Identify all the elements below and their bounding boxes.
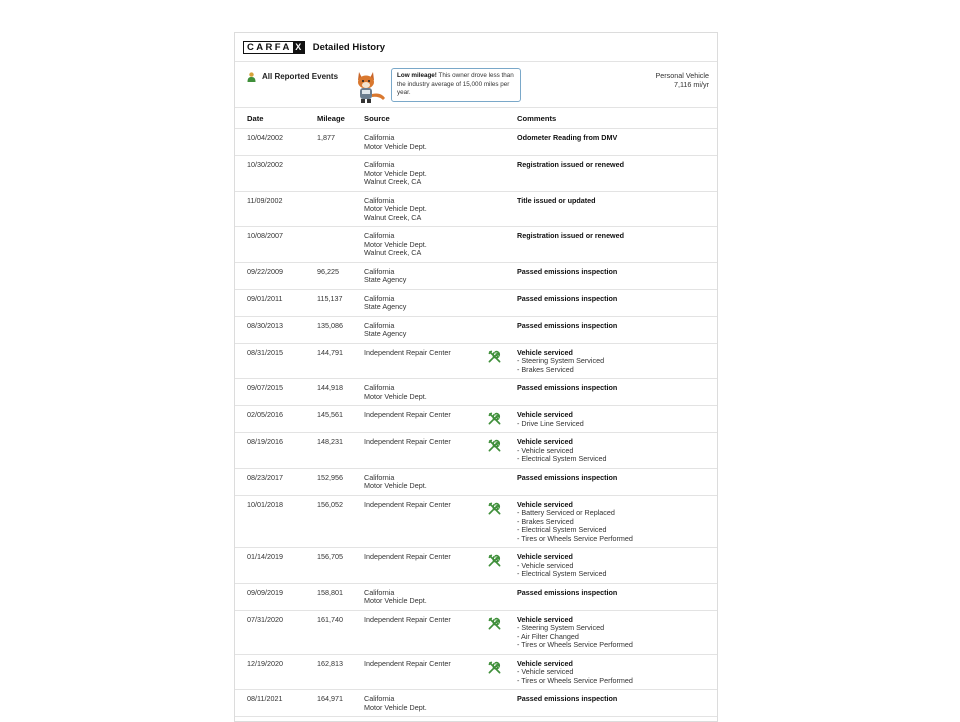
record-mileage: 152,956 — [317, 472, 343, 482]
record-source-line: Walnut Creek, CA — [364, 177, 422, 186]
record-comment-title: Vehicle serviced — [517, 410, 573, 419]
record-source — [364, 134, 427, 151]
record-source — [364, 553, 451, 562]
record-comments — [517, 161, 624, 170]
record-comment-detail: - Steering System Serviced — [517, 623, 605, 632]
record-comments — [517, 616, 633, 650]
table-row — [235, 192, 717, 228]
events-bar — [235, 62, 717, 108]
record-comments — [517, 322, 617, 331]
record-source-line: Independent Repair Center — [364, 499, 451, 509]
record-comment-detail: - Steering System Serviced — [517, 356, 605, 365]
record-comment-title: Title issued or updated — [517, 195, 596, 205]
record-source-line: Independent Repair Center — [364, 347, 451, 357]
table-row — [235, 379, 717, 406]
record-source-line: Motor Vehicle Dept. — [364, 391, 427, 401]
table-row — [235, 433, 717, 469]
column-header-source: Source — [364, 114, 390, 123]
column-header-date: Date — [247, 114, 264, 123]
vehicle-type: Personal Vehicle — [655, 71, 709, 80]
record-mileage: 148,231 — [317, 437, 343, 446]
record-source-line: State Agency — [364, 275, 407, 284]
record-date: 11/09/2002 — [247, 195, 283, 205]
table-row — [235, 690, 717, 717]
record-mileage: 135,086 — [317, 320, 343, 330]
record-source-line: California — [364, 383, 395, 392]
detailed-history-card — [234, 32, 718, 722]
record-date: 10/01/2018 — [247, 499, 283, 509]
callout-text: This owner drove less than the industry average of 15,000 miles per year. — [397, 72, 514, 96]
record-source — [364, 197, 427, 223]
record-comments — [517, 553, 606, 579]
all-reported-events-label: All Reported Events — [262, 72, 339, 81]
record-source-line: Independent Repair Center — [364, 658, 451, 668]
record-comment-detail: - Electrical System Serviced — [517, 569, 607, 578]
column-header-mileage: Mileage — [317, 114, 345, 123]
carfax-logo — [243, 41, 305, 54]
record-source-line: Motor Vehicle Dept. — [364, 239, 427, 249]
record-source — [364, 474, 427, 491]
record-comments — [517, 384, 617, 393]
column-header-comments: Comments — [517, 114, 557, 123]
table-row — [235, 548, 717, 584]
record-mileage: 144,918 — [317, 383, 343, 392]
record-mileage: 164,971 — [317, 694, 343, 703]
table-row — [235, 611, 717, 655]
vehicle-info — [655, 71, 709, 89]
record-source — [364, 501, 451, 510]
wrench-icon — [488, 439, 501, 452]
record-comment-detail: - Drive Line Serviced — [517, 418, 584, 428]
record-source-line: Motor Vehicle Dept. — [364, 596, 427, 605]
record-date: 12/19/2020 — [247, 658, 283, 668]
callout-bold: Low mileage! — [397, 72, 437, 79]
record-comment-title: Vehicle serviced — [517, 499, 573, 509]
record-comments — [517, 411, 584, 428]
record-source-line: California — [364, 694, 395, 703]
low-mileage-callout — [391, 68, 521, 102]
vehicle-miles-per-year: 7,116 mi/yr — [673, 80, 709, 89]
record-source-line: Independent Repair Center — [364, 552, 451, 561]
wrench-icon — [488, 412, 501, 425]
record-date: 09/22/2009 — [247, 266, 283, 276]
record-source-line: California — [364, 133, 395, 142]
table-row — [235, 406, 717, 433]
record-comment-detail: - Brakes Serviced — [517, 364, 574, 374]
record-source — [364, 349, 451, 358]
record-source — [364, 695, 427, 712]
record-source — [364, 411, 451, 420]
record-mileage: 115,137 — [317, 293, 343, 303]
record-mileage: 162,813 — [317, 658, 343, 668]
wrench-icon — [488, 661, 501, 674]
record-comment-title: Registration issued or renewed — [517, 160, 625, 169]
record-date: 10/30/2002 — [247, 160, 283, 169]
table-row — [235, 156, 717, 192]
record-source — [364, 322, 406, 339]
record-source — [364, 232, 427, 258]
record-comment-detail: - Brakes Serviced — [517, 516, 574, 526]
record-source-line: State Agency — [364, 329, 407, 338]
record-comments — [517, 660, 633, 686]
logo-box: X — [293, 42, 304, 53]
record-comments — [517, 501, 633, 544]
record-comments — [517, 474, 617, 483]
record-comments — [517, 349, 604, 375]
record-comments — [517, 268, 617, 277]
record-source-line: California — [364, 293, 395, 303]
record-date: 02/05/2016 — [247, 410, 283, 419]
record-comment-title: Vehicle serviced — [517, 347, 573, 357]
record-comment-detail: - Vehicle serviced — [517, 667, 574, 676]
record-source — [364, 161, 427, 187]
record-date: 08/23/2017 — [247, 472, 283, 482]
record-source-line: Walnut Creek, CA — [364, 212, 422, 222]
record-comments — [517, 589, 617, 598]
wrench-icon — [488, 617, 501, 630]
record-comment-detail: - Air Filter Changed — [517, 631, 579, 641]
table-row — [235, 263, 717, 290]
table-row — [235, 584, 717, 611]
record-source-line: California — [364, 231, 395, 240]
record-comment-detail: - Vehicle serviced — [517, 560, 574, 570]
record-comment-title: Vehicle serviced — [517, 552, 573, 561]
record-comment-detail: - Tires or Wheels Service Performed — [517, 675, 633, 685]
record-comments — [517, 232, 624, 241]
record-comment-title: Passed emissions inspection — [517, 472, 618, 482]
record-comment-title: Registration issued or renewed — [517, 231, 625, 240]
record-source-line: Walnut Creek, CA — [364, 248, 422, 257]
record-comment-title: Vehicle serviced — [517, 614, 573, 624]
record-date: 08/11/2021 — [247, 694, 283, 703]
record-source-line: State Agency — [364, 302, 407, 311]
record-date: 09/07/2015 — [247, 383, 283, 392]
wrench-icon — [488, 554, 501, 567]
record-date: 09/09/2019 — [247, 587, 283, 597]
table-row — [235, 469, 717, 496]
record-source-line: California — [364, 195, 395, 205]
record-comment-title: Passed emissions inspection — [517, 320, 618, 330]
record-date: 09/01/2011 — [247, 293, 283, 303]
record-mileage: 96,225 — [317, 266, 339, 276]
record-comments — [517, 295, 617, 304]
record-mileage: 156,705 — [317, 552, 343, 561]
record-date: 10/04/2002 — [247, 133, 283, 142]
record-mileage: 156,052 — [317, 499, 343, 509]
table-row — [235, 290, 717, 317]
table-row — [235, 317, 717, 344]
record-comment-detail: - Vehicle serviced — [517, 445, 574, 455]
record-comment-detail: - Tires or Wheels Service Performed — [517, 640, 633, 649]
table-row — [235, 227, 717, 263]
record-source — [364, 438, 451, 447]
record-source-line: Motor Vehicle Dept. — [364, 141, 427, 151]
card-header — [235, 33, 717, 62]
record-source-line: Independent Repair Center — [364, 437, 451, 446]
record-comment-title: Vehicle serviced — [517, 437, 573, 446]
record-source — [364, 268, 406, 285]
person-icon — [247, 72, 256, 82]
record-date: 08/31/2015 — [247, 347, 283, 357]
record-comments — [517, 438, 606, 464]
wrench-icon — [488, 350, 501, 363]
record-comment-detail: - Electrical System Serviced — [517, 454, 607, 463]
record-comment-title: Passed emissions inspection — [517, 266, 618, 276]
record-mileage: 1,877 — [317, 133, 335, 142]
logo-text: CARFA — [247, 41, 292, 53]
page-title: Detailed History — [312, 41, 386, 53]
record-mileage: 158,801 — [317, 587, 343, 597]
record-date: 08/19/2016 — [247, 437, 283, 446]
record-source-line: Motor Vehicle Dept. — [364, 702, 427, 712]
record-date: 01/14/2019 — [247, 552, 283, 561]
record-source — [364, 589, 427, 606]
record-comment-title: Passed emissions inspection — [517, 587, 618, 597]
record-source-line: Motor Vehicle Dept. — [364, 481, 427, 490]
record-source-line: California — [364, 266, 395, 276]
record-source-line: Independent Repair Center — [364, 410, 451, 419]
table-row — [235, 344, 717, 380]
record-source — [364, 616, 451, 625]
record-comment-detail: - Tires or Wheels Service Performed — [517, 533, 633, 543]
record-source-line: Motor Vehicle Dept. — [364, 204, 427, 213]
record-comment-title: Odometer Reading from DMV — [517, 133, 618, 142]
table-row — [235, 655, 717, 691]
record-source — [364, 384, 427, 401]
record-mileage: 161,740 — [317, 614, 343, 624]
record-comment-detail: - Battery Serviced or Replaced — [517, 508, 615, 517]
record-mileage: 145,561 — [317, 410, 343, 419]
record-comment-title: Passed emissions inspection — [517, 293, 618, 303]
record-comment-detail: - Electrical System Serviced — [517, 525, 607, 534]
record-comments — [517, 695, 617, 704]
carfax-fox-mascot — [353, 68, 387, 104]
record-date: 07/31/2020 — [247, 614, 283, 624]
record-comment-title: Passed emissions inspection — [517, 383, 618, 392]
wrench-icon — [488, 502, 501, 515]
table-row — [235, 496, 717, 549]
record-source-line: Motor Vehicle Dept. — [364, 168, 427, 178]
record-source-line: California — [364, 587, 395, 597]
record-source-line: Independent Repair Center — [364, 614, 451, 624]
record-comment-title: Passed emissions inspection — [517, 694, 618, 703]
record-mileage: 144,791 — [317, 347, 343, 357]
record-date: 10/08/2007 — [247, 231, 283, 240]
record-source-line: California — [364, 472, 395, 482]
record-source-line: California — [364, 320, 395, 330]
record-date: 08/30/2013 — [247, 320, 283, 330]
record-comment-title: Vehicle serviced — [517, 658, 573, 668]
record-source-line: California — [364, 160, 395, 169]
table-header — [235, 108, 717, 129]
record-source — [364, 295, 406, 312]
record-comments — [517, 197, 596, 206]
table-row — [235, 129, 717, 156]
record-source — [364, 660, 451, 669]
record-comments — [517, 134, 617, 143]
history-table-body — [235, 129, 717, 717]
